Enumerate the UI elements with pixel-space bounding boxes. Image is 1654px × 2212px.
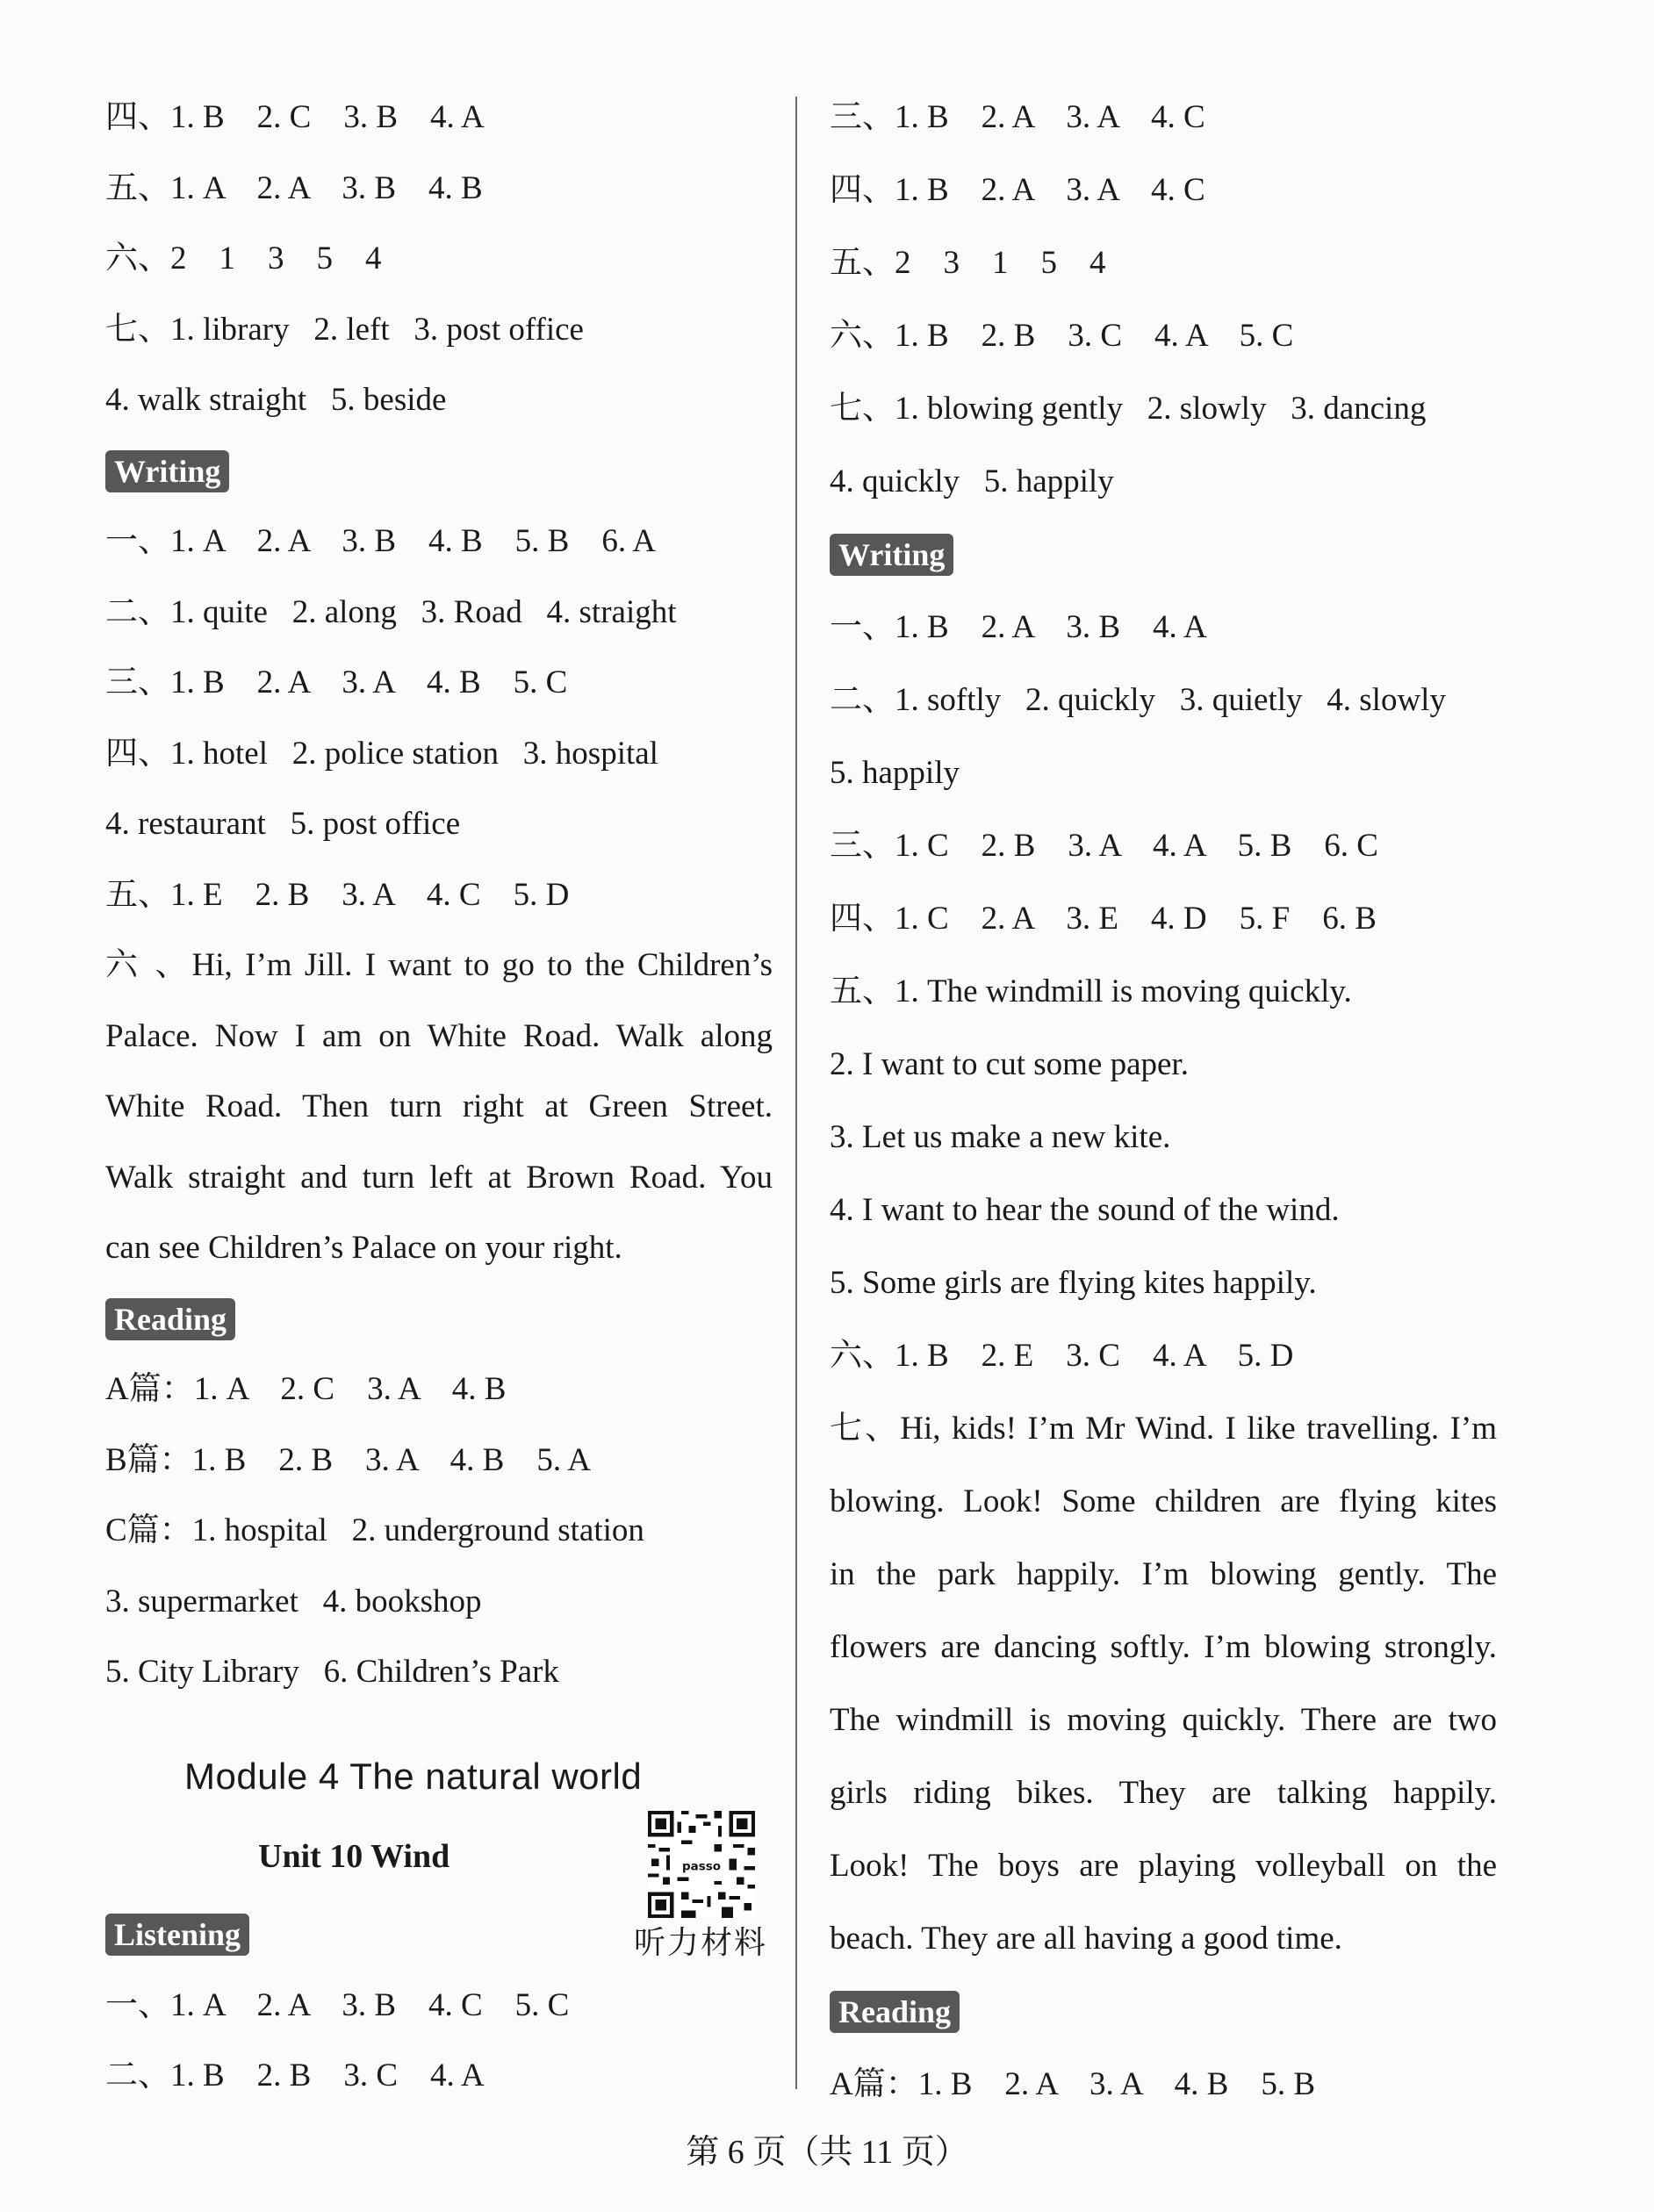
answer-line: C篇：1. hospital 2. underground station	[105, 1512, 644, 1548]
answer-line: 四、1. C 2. A 3. E 4. D 5. F 6. B	[830, 901, 1377, 937]
answer-line: 一、1. A 2. A 3. B 4. C 5. C	[105, 1986, 570, 2023]
answer-line: 五、1. E 2. B 3. A 4. C 5. D	[105, 876, 570, 913]
answer-line: Walk straight and turn left at Brown Road. You	[105, 1159, 773, 1196]
answer-line: 一、1. B 2. A 3. B 4. A	[830, 609, 1207, 645]
unit-title: Unit 10 Wind	[258, 1838, 450, 1875]
answer-line: 四、1. B 2. A 3. A 4. C	[830, 172, 1205, 208]
answer-line: Look! The boys are playing volleyball on the	[830, 1848, 1497, 1884]
answer-line: in the park happily. I’m blowing gently. The	[830, 1556, 1497, 1592]
section-tag: Reading	[105, 1298, 235, 1340]
answer-line: 三、1. B 2. A 3. A 4. B 5. C	[105, 664, 568, 700]
answer-line: The windmill is moving quickly. There are two	[830, 1702, 1497, 1738]
answer-line: 七、1. library 2. left 3. post office	[105, 311, 584, 348]
answer-line: 二、1. quite 2. along 3. Road 4. straight	[105, 593, 677, 630]
right-column	[830, 88, 1497, 2128]
answer-line: 七、1. blowing gently 2. slowly 3. dancing	[830, 391, 1427, 427]
section-tag-row	[830, 1982, 1497, 2055]
answer-line: can see Children’s Palace on your right.	[105, 1230, 622, 1266]
answer-line: 3. Let us make a new kite.	[830, 1119, 1171, 1155]
section-tag-row	[105, 442, 773, 513]
answer-line: 六、1. B 2. B 3. C 4. A 5. C	[830, 318, 1294, 354]
answer-line: 一、1. A 2. A 3. B 4. B 5. B 6. A	[105, 523, 657, 559]
answer-line: 5. City Library 6. Children’s Park	[105, 1654, 559, 1690]
answer-line: A篇：1. A 2. C 3. A 4. B	[105, 1371, 507, 1407]
answer-line: 六、1. B 2. E 3. C 4. A 5. D	[830, 1338, 1294, 1374]
answer-line: flowers are dancing softly. I’m blowing strongly.	[830, 1629, 1497, 1665]
answer-line: 五、1. The windmill is moving quickly.	[830, 973, 1352, 1009]
section-tag: Writing	[830, 534, 953, 576]
qr-code-icon[interactable]	[648, 1811, 755, 1918]
answer-line: 4. restaurant 5. post office	[105, 806, 461, 842]
section-tag: Writing	[105, 450, 229, 492]
module-title: Module 4 The natural world	[184, 1756, 643, 1797]
answer-line: 六 、Hi, I’m Jill. I want to go to the Children’s	[105, 947, 773, 983]
answer-line: 三、1. C 2. B 3. A 4. A 5. B 6. C	[830, 828, 1378, 864]
answer-line: 五、2 3 1 5 4	[830, 245, 1106, 281]
section-tag-row	[105, 1289, 773, 1361]
section-tag-row	[830, 525, 1497, 598]
answer-line: White Road. Then turn right at Green Street.	[105, 1088, 773, 1124]
qr-label: 听力材料	[634, 1925, 768, 1960]
svg-text:passo: passo	[682, 1860, 721, 1874]
answer-line: 4. quickly 5. happily	[830, 463, 1114, 499]
answer-line: girls riding bikes. They are talking happily.	[830, 1775, 1497, 1811]
page-footer: 第 6 页（共 11 页）	[686, 2134, 968, 2171]
answer-line: 二、1. B 2. B 3. C 4. A	[105, 2058, 485, 2094]
answer-line: 5. Some girls are flying kites happily.	[830, 1265, 1317, 1301]
column-divider	[795, 97, 797, 2089]
answer-line: 3. supermarket 4. bookshop	[105, 1583, 482, 1620]
section-tag-row	[105, 1905, 632, 1976]
answer-line: blowing. Look! Some children are flying kites	[830, 1483, 1497, 1519]
answer-line: 六、2 1 3 5 4	[105, 241, 382, 276]
answer-line: 4. I want to hear the sound of the wind.	[830, 1192, 1340, 1228]
answer-line: Palace. Now I am on White Road. Walk along	[105, 1017, 773, 1054]
answer-line: 四、1. B 2. C 3. B 4. A	[105, 99, 485, 135]
answer-line: 三、1. B 2. A 3. A 4. C	[830, 99, 1205, 135]
left-column	[105, 88, 773, 1713]
section-tag: Reading	[830, 1991, 960, 2033]
answer-line: A篇：1. B 2. A 3. A 4. B 5. B	[830, 2066, 1316, 2102]
answer-line: 四、1. hotel 2. police station 3. hospital	[105, 735, 658, 772]
answer-line: 4. walk straight 5. beside	[105, 382, 447, 418]
answer-line: 五、1. A 2. A 3. B 4. B	[105, 169, 483, 206]
answer-line: 5. happily	[830, 755, 960, 791]
answer-line: 2. I want to cut some paper.	[830, 1046, 1189, 1082]
answer-line: beach. They are all having a good time.	[830, 1921, 1342, 1957]
left-bottom-section	[105, 1905, 632, 2117]
section-tag: Listening	[105, 1914, 249, 1956]
answer-line: 二、1. softly 2. quickly 3. quietly 4. slowly	[830, 682, 1446, 718]
answer-line: 七、Hi, kids! I’m Mr Wind. I like travelling. I’m	[830, 1411, 1497, 1447]
answer-line: B篇：1. B 2. B 3. A 4. B 5. A	[105, 1441, 592, 1478]
